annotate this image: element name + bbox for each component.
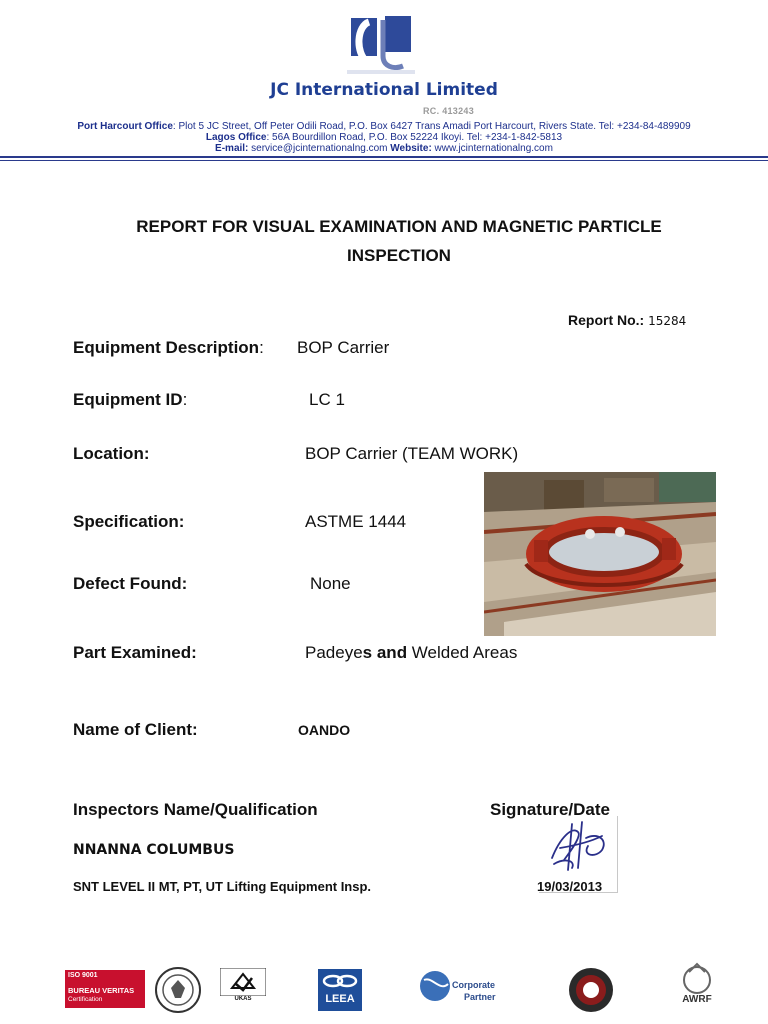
equipment-id-label-text: Equipment ID	[73, 390, 183, 409]
awrf-text: AWRF	[682, 994, 712, 1005]
part-examined-value	[305, 643, 517, 663]
asnt-corporate-text: Corporate	[452, 980, 496, 990]
asnt-partner-text: Partner	[464, 992, 496, 1002]
part-examined-label: Part Examined:	[73, 643, 197, 662]
email-link[interactable]: service@jcinternationalng.com	[248, 143, 391, 154]
awrf-emblem-icon	[673, 960, 721, 994]
jc-logo-icon	[347, 12, 415, 74]
bureau-veritas-logo	[65, 966, 208, 1014]
report-number-value: 15284	[648, 314, 687, 328]
website-label: Website:	[390, 143, 432, 154]
client-value: OANDO	[298, 722, 351, 738]
asnt-globe-icon	[418, 966, 452, 1010]
awrf-logo	[673, 960, 721, 1016]
leea-logo	[318, 969, 362, 1011]
location-value: BOP Carrier (TEAM WORK)	[305, 444, 519, 463]
inspector-qualification: SNT LEVEL II MT, PT, UT Lifting Equipment Insp.	[73, 879, 372, 894]
specification-label: Specification:	[73, 512, 185, 531]
part-examined-value-3: Welded Areas	[407, 643, 518, 662]
part-examined-value-2: s and	[362, 643, 408, 662]
equipment-id-value: LC 1	[309, 390, 345, 409]
ukas-crown-icon	[220, 968, 266, 996]
email-label: E-mail:	[215, 143, 249, 154]
bop-carrier-photo	[484, 472, 716, 636]
bureau-veritas-name: BUREAU VERITAS	[68, 986, 135, 995]
defect-found-label: Defect Found:	[73, 574, 188, 593]
specification-value: ASTME 1444	[305, 512, 407, 531]
ukas-logo	[220, 968, 266, 1012]
report-number	[568, 312, 686, 328]
equipment-description-colon: :	[259, 338, 264, 357]
equipment-description-label	[73, 338, 264, 358]
contact-line	[0, 143, 768, 154]
defect-found-value: None	[310, 574, 351, 593]
port-harcourt-address	[0, 121, 768, 132]
location-label: Location:	[73, 444, 150, 463]
handwritten-signature	[542, 818, 614, 878]
equipment-id-label	[73, 390, 187, 410]
ph-office-text: : Plot 5 JC Street, Off Peter Odili Road, P.O. Box 6427 Trans Amadi Port Harcourt, Rivers State. Tel: +234-84-489909	[172, 121, 691, 132]
lagos-office-text: : 56A Bourdillon Road, P.O. Box 52224 Ikoyi. Tel: +234-1-842-5813	[266, 132, 563, 143]
leea-chain-icon	[318, 969, 362, 991]
bureau-veritas-seal-icon	[147, 966, 209, 1014]
header-divider	[0, 156, 768, 158]
equipment-description-value: BOP Carrier	[297, 338, 390, 357]
client-label: Name of Client:	[73, 720, 198, 739]
asnt-corporate-partner-logo	[418, 964, 508, 1012]
signature-date: 19/03/2013	[537, 879, 603, 894]
header-divider-thin	[0, 160, 768, 161]
equipment-description-label-text: Equipment Description	[73, 338, 260, 357]
part-examined-value-1: Padeye	[305, 643, 363, 662]
lagos-office-label: Lagos Office	[205, 132, 267, 143]
inspector-name: NNANNA COLUMBUS	[73, 842, 235, 858]
ndc-seal-icon	[565, 966, 617, 1014]
registration-number: RC. 413243	[423, 106, 475, 116]
signature-heading: Signature/Date	[490, 800, 610, 819]
company-name: JC International Limited	[270, 80, 498, 100]
bureau-veritas-iso: ISO 9001	[68, 972, 98, 979]
bureau-veritas-cert: Certification	[68, 996, 103, 1003]
leea-text: LEEA	[325, 993, 355, 1005]
lagos-address	[0, 132, 768, 143]
ukas-text: UKAS	[234, 996, 252, 1002]
website-link[interactable]: www.jcinternationalng.com	[431, 143, 553, 154]
ph-office-label: Port Harcourt Office	[77, 121, 173, 132]
equipment-id-colon: :	[182, 390, 188, 409]
report-number-label: Report No.:	[568, 312, 645, 328]
inspector-heading: Inspectors Name/Qualification	[73, 800, 318, 819]
report-title: REPORT FOR VISUAL EXAMINATION AND MAGNETIC PARTICLE INSPECTION	[136, 217, 662, 265]
